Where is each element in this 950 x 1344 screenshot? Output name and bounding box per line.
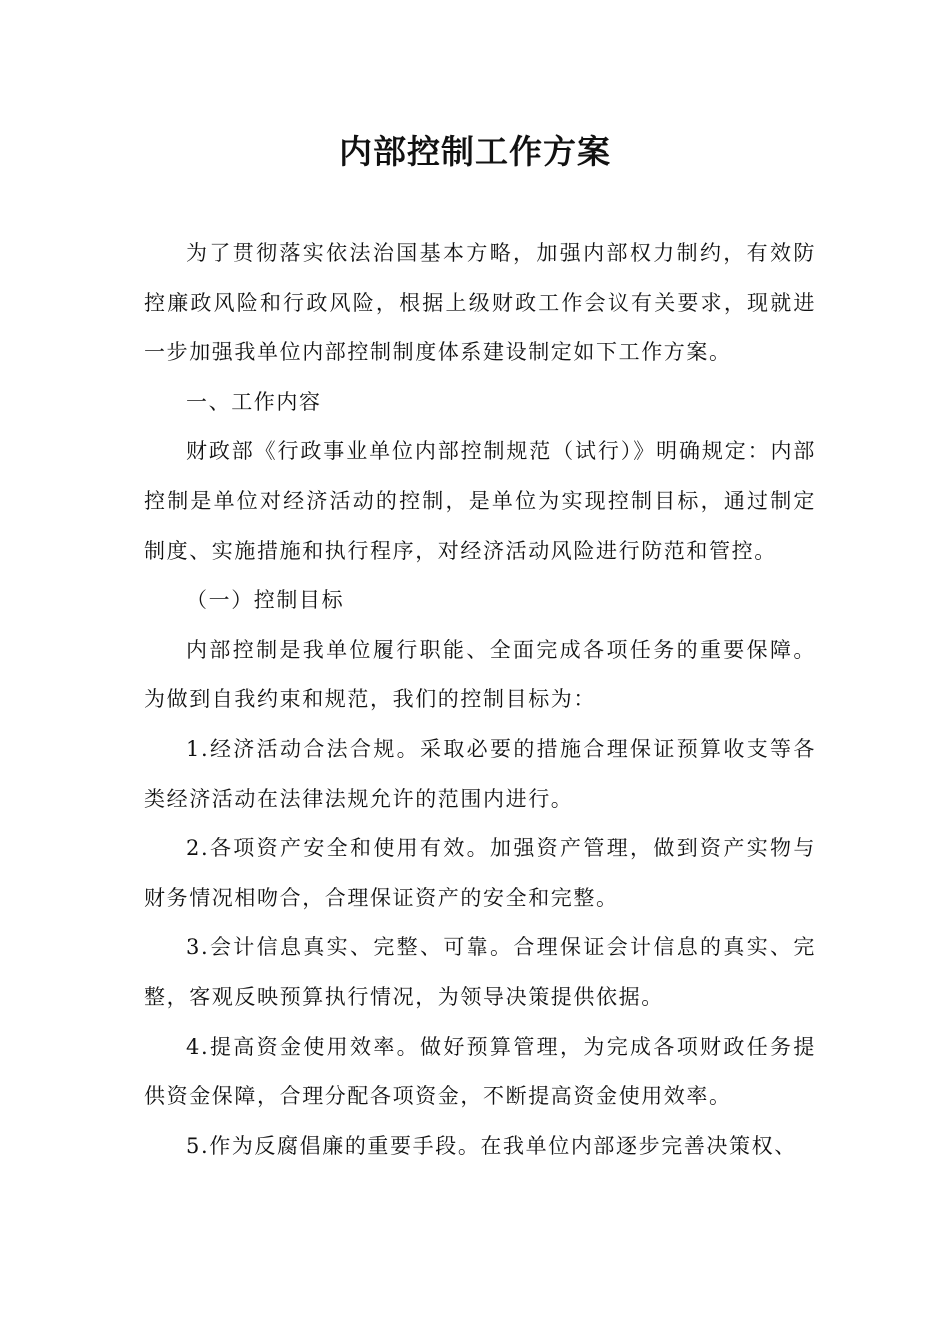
definition-paragraph: 财政部《行政事业单位内部控制规范（试行）》明确规定：内部控制是单位对经济活动的控制，是单位为实现控制目标，通过制定制度、实施措施和执行程序，对经济活动风险进行防范和管控。 bbox=[144, 439, 816, 563]
subsection-heading-control-objectives: （一）控制目标 bbox=[186, 588, 345, 613]
objective-item-4: 4.提高资金使用效率。做好预算管理，为完成各项财政任务提供资金保障，合理分配各项资金，不断提高资金使用效率。 bbox=[144, 1034, 816, 1109]
objectives-intro-paragraph: 内部控制是我单位履行职能、全面完成各项任务的重要保障。为做到自我约束和规范，我们的控制目标为： bbox=[144, 637, 816, 712]
objective-item-3: 3.会计信息真实、完整、可靠。合理保证会计信息的真实、完整，客观反映预算执行情况，为领导决策提供依据。 bbox=[144, 935, 816, 1009]
objective-item-1: 1.经济活动合法合规。采取必要的措施合理保证预算收支等各类经济活动在法律法规允许的范围内进行。 bbox=[144, 736, 816, 811]
objective-item-5: 5.作为反腐倡廉的重要手段。在我单位内部逐步完善决策权、 bbox=[186, 1133, 797, 1158]
section-heading-work-content: 一、工作内容 bbox=[186, 389, 322, 414]
document-title: 内部控制工作方案 bbox=[339, 132, 611, 171]
intro-paragraph: 为了贯彻落实依法治国基本方略，加强内部权力制约，有效防控廉政风险和行政风险，根据上级财政工作会议有关要求，现就进一步加强我单位内部控制制度体系建设制定如下工作方案。 bbox=[144, 241, 816, 365]
objective-item-2: 2.各项资产安全和使用有效。加强资产管理，做到资产实物与财务情况相吻合，合理保证资产的安全和完整。 bbox=[144, 836, 816, 910]
document-body bbox=[144, 229, 816, 1171]
